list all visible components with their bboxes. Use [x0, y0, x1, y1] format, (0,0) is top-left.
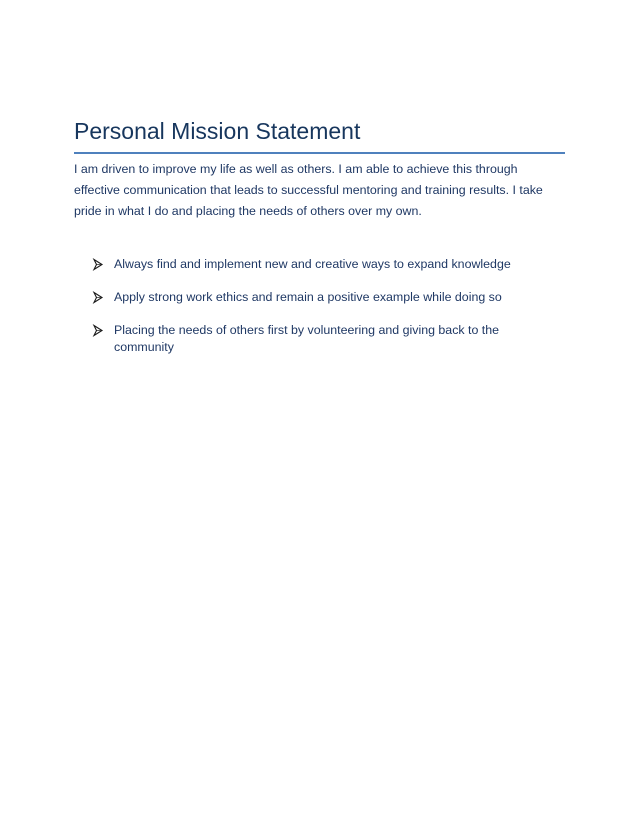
arrowhead-bullet-icon	[92, 256, 106, 273]
mission-paragraph	[74, 159, 565, 222]
page-title: Personal Mission Statement	[74, 118, 361, 144]
list-item-text: Always find and implement new and creative ways to expand knowledge	[114, 257, 511, 271]
paragraph-line: pride in what I do and placing the needs of others over my own.	[74, 204, 422, 218]
list-item	[92, 322, 552, 356]
arrowhead-bullet-icon	[92, 322, 106, 339]
arrowhead-bullet-icon	[92, 289, 106, 306]
goals-list	[92, 256, 552, 372]
list-item-text: Placing the needs of others first by volunteering and giving back to the community	[114, 323, 500, 354]
title-divider	[74, 152, 565, 154]
list-item	[92, 256, 552, 273]
paragraph-line: effective communication that leads to successful mentoring and training results. I take	[74, 183, 543, 197]
list-item-text: Apply strong work ethics and remain a positive example while doing so	[114, 290, 502, 304]
list-item	[92, 289, 552, 306]
paragraph-line: I am driven to improve my life as well as others. I am able to achieve this through	[74, 162, 518, 176]
